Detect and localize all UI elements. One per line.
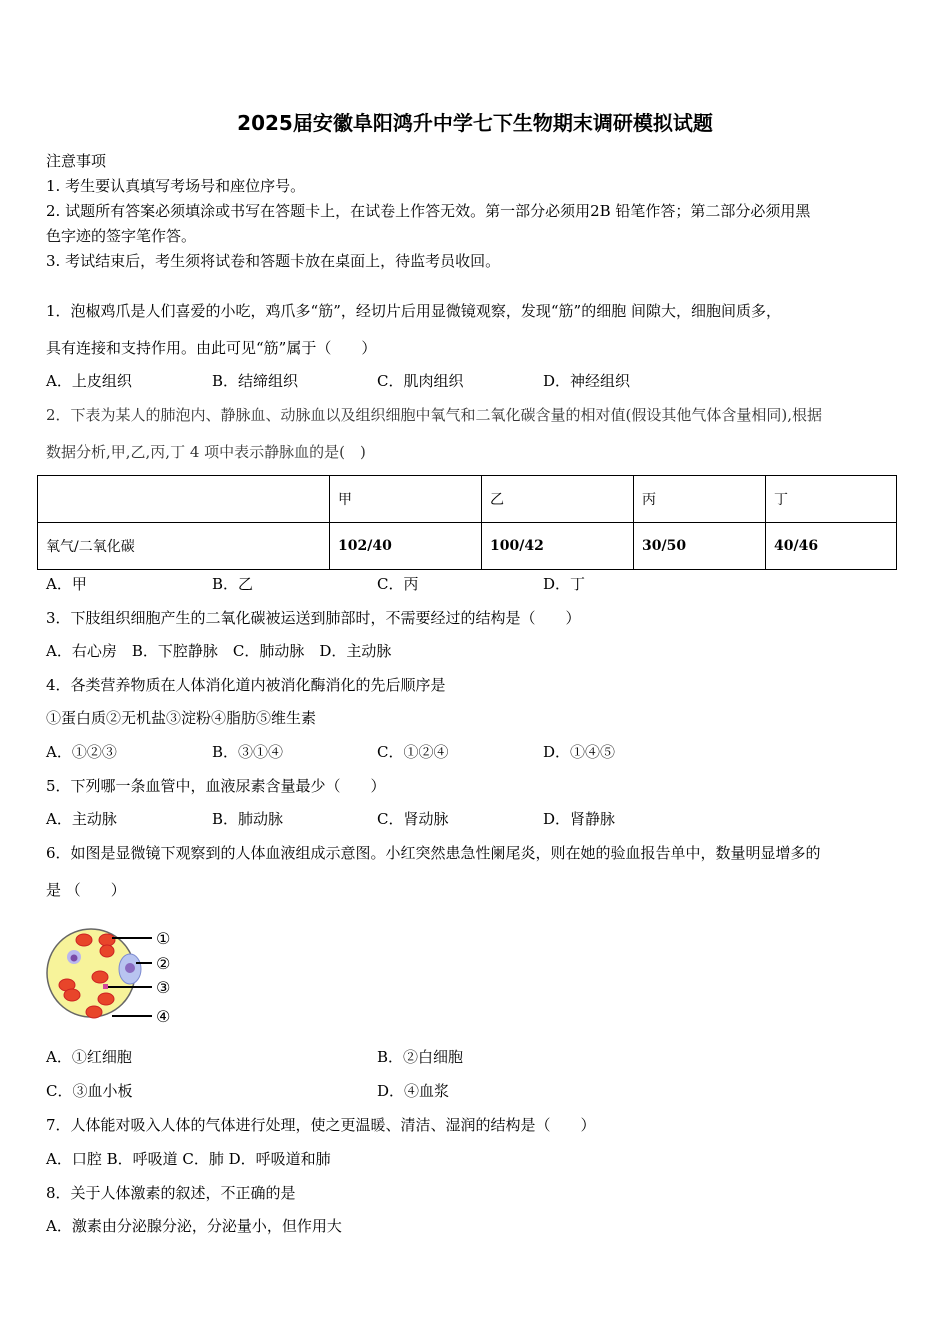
question-2-text: 数据分析,甲,乙,丙,丁 4 项中表示静脉血的是( ) (46, 443, 366, 461)
q2-option-b: B．乙 (212, 575, 254, 593)
table-cell: 100/42 (482, 523, 634, 570)
figure-label: ① (156, 929, 171, 948)
q4-option-b: B．③①④ (212, 743, 284, 761)
q4-option-c: C．①②④ (377, 743, 449, 761)
q1-option-c: C．肌肉组织 (377, 372, 464, 390)
table-cell: 40/46 (766, 523, 897, 570)
figure-label: ② (156, 954, 171, 973)
notice-item: 3. 考试结束后，考生须将试卷和答题卡放在桌面上，待监考员收回。 (46, 252, 501, 270)
figure-label: ③ (156, 978, 171, 997)
q5-option-a: A．主动脉 (46, 810, 117, 828)
question-6-text: 6．如图是显微镜下观察到的人体血液组成示意图。小红突然患急性阑尾炎，则在她的验血报告单中，数量明显增多的 (46, 844, 821, 862)
q2-option-c: C．丙 (377, 575, 419, 593)
table-cell: 102/40 (330, 523, 482, 570)
question-6-text: 是 （ ） (46, 881, 126, 899)
q1-option-d: D．神经组织 (543, 372, 631, 390)
q4-option-a: A．①②③ (46, 743, 117, 761)
q5-option-d: D．肾静脉 (543, 810, 616, 828)
q1-option-b: B．结缔组织 (212, 372, 299, 390)
q5-option-b: B．肺动脉 (212, 810, 284, 828)
question-2-text: 2．下表为某人的肺泡内、静脉血、动脉血以及组织细胞中氧气和二氧化碳含量的相对值(假设其他气体含量相同),根据 (46, 406, 823, 424)
q2-option-a: A．甲 (46, 575, 87, 593)
q8-option-a: A．激素由分泌腺分泌，分泌量小，但作用大 (46, 1217, 342, 1235)
table-cell: 30/50 (634, 523, 766, 570)
question-5-text: 5．下列哪一条血管中，血液尿素含量最少（ ） (46, 777, 386, 795)
table-cell: 氧气/二氧化碳 (38, 523, 330, 570)
q6-option-d: D．④血浆 (377, 1082, 450, 1100)
question-4-text: ①蛋白质②无机盐③淀粉④脂肪⑤维生素 (46, 709, 317, 727)
question-7-text: 7．人体能对吸入人体的气体进行处理，使之更温暖、清洁、湿润的结构是（ ） (46, 1116, 596, 1134)
question-1-text: 具有连接和支持作用。由此可见“筋”属于（ ） (46, 339, 377, 357)
table-header: 甲 (330, 476, 482, 523)
table-header: 乙 (482, 476, 634, 523)
q7-options: A．口腔 B．呼吸道 C．肺 D．呼吸道和肺 (46, 1150, 331, 1168)
question-1-text: 1．泡椒鸡爪是人们喜爱的小吃，鸡爪多“筋”，经切片后用显微镜观察，发现“筋”的细胞 间隙大，细胞间质多， (46, 302, 781, 320)
q4-option-d: D．①④⑤ (543, 743, 616, 761)
page-title: 2025届安徽阜阳鸿升中学七下生物期末调研模拟试题 (237, 111, 713, 135)
notice-item: 色字迹的签字笔作答。 (46, 227, 197, 245)
q6-option-c: C．③血小板 (46, 1082, 133, 1100)
question-8-text: 8．关于人体激素的叙述，不正确的是 (46, 1184, 296, 1202)
data-table (37, 475, 897, 570)
question-3-text: 3．下肢组织细胞产生的二氧化碳被运送到肺部时，不需要经过的结构是（ ） (46, 609, 581, 627)
q6-option-b: B．②白细胞 (377, 1048, 464, 1066)
table-header-row (38, 476, 897, 523)
blood-cell-diagram (44, 918, 184, 1030)
notice-item: 1. 考生要认真填写考场号和座位序号。 (46, 177, 306, 195)
table-header: 丙 (634, 476, 766, 523)
table-header (38, 476, 330, 523)
table-row (38, 523, 897, 570)
question-4-text: 4．各类营养物质在人体消化道内被消化酶消化的先后顺序是 (46, 676, 446, 694)
notice-heading: 注意事项 (46, 152, 107, 170)
q1-option-a: A．上皮组织 (46, 372, 132, 390)
q2-option-d: D．丁 (543, 575, 586, 593)
q3-options: A．右心房 B．下腔静脉 C．肺动脉 D．主动脉 (46, 642, 392, 660)
notice-item: 2. 试题所有答案必须填涂或书写在答题卡上，在试卷上作答无效。第一部分必须用2B 铅笔作答；第二部分必须用黑 (46, 202, 811, 220)
q6-option-a: A．①红细胞 (46, 1048, 132, 1066)
q5-option-c: C．肾动脉 (377, 810, 449, 828)
figure-label: ④ (156, 1007, 171, 1026)
table-header: 丁 (766, 476, 897, 523)
